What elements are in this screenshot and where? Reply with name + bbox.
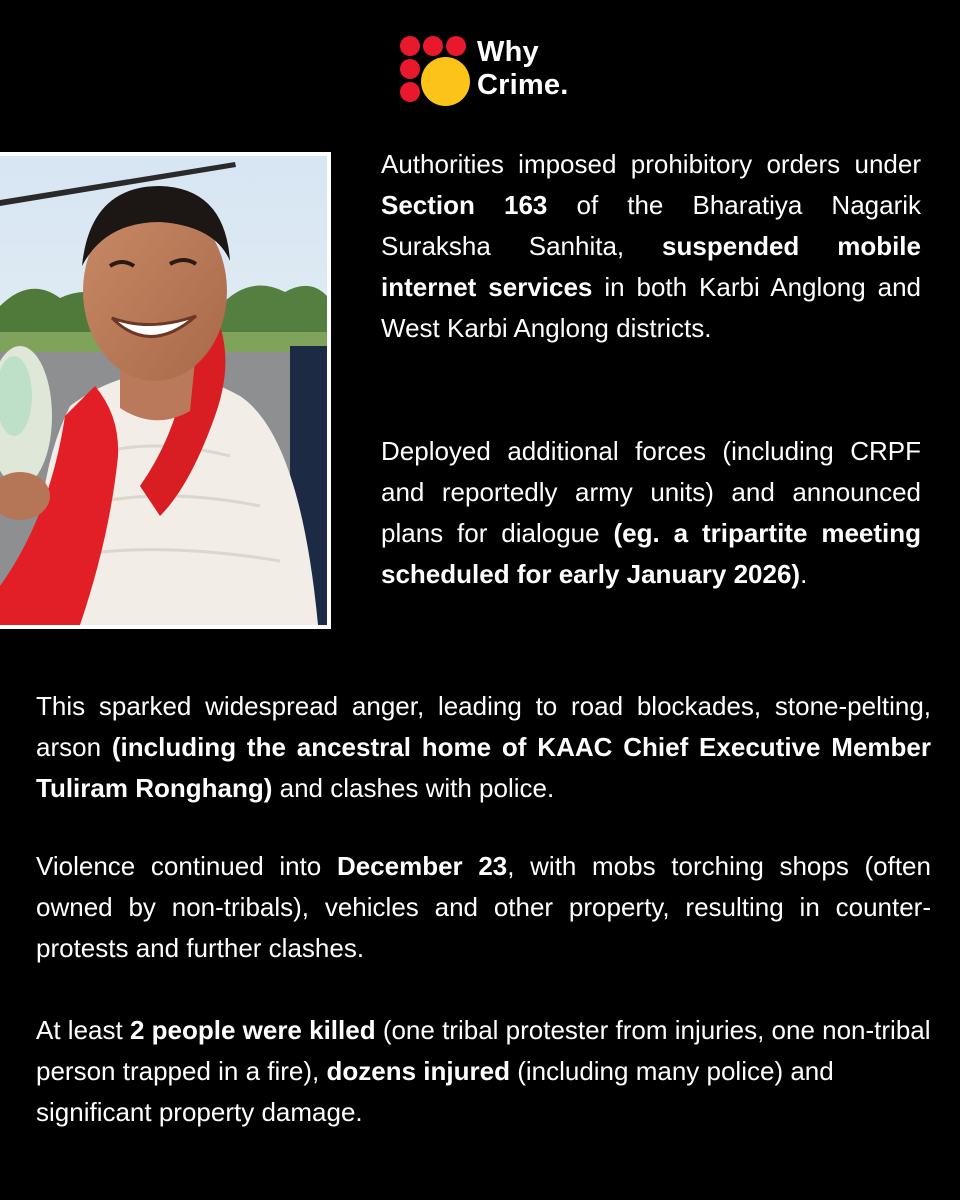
text-segment: in both Karbi Anglong and West Karbi Anglong districts. [381,272,921,343]
text-segment: (including many police) and significant property damage. [36,1056,834,1127]
bold-segment: (including the ancestral home of KAAC Chief Executive Member Tuliram Ronghang) [36,732,931,803]
paragraph-casualties [36,1010,931,1133]
text-segment: At least [36,1015,130,1045]
whycrime-logo-icon [400,36,472,108]
logo-dot [446,36,466,56]
bold-segment: December 23 [336,851,508,881]
text-segment: (one tribal protester from injuries, one non-tribal person trapped in a fire), [36,1015,931,1086]
text-segment: Authorities imposed prohibitory orders under [381,149,921,179]
bold-segment: 2 people were killed [129,1015,376,1045]
paragraph-widespread-anger [36,686,931,809]
photo-frame [0,152,331,629]
logo-dot [423,36,443,56]
brand-logo [400,36,600,108]
paragraph-additional-forces [381,431,921,595]
logo-dot [400,36,420,56]
text-segment: Violence continued into [36,851,337,881]
text-segment: . [800,559,808,589]
brand-name-line2: Crime. [477,69,569,101]
text-segment: , with mobs torching shops (often owned by non-tribals), vehicles and other property, resulting in counter-protests and further clashes. [36,851,931,963]
person-with-red-scarf-photo [0,156,327,625]
logo-dot [400,82,420,102]
logo-big-dot [421,57,470,106]
brand-name [477,36,568,102]
text-segment: and clashes with police. [272,773,555,803]
text-segment: of the Bharatiya Nagarik Suraksha Sanhita, [381,190,922,261]
bold-segment: (eg. a tripartite meeting scheduled for early January 2026) [381,518,922,589]
bold-segment: dozens injured [326,1056,510,1086]
logo-dot [400,59,420,79]
paragraph-violence-continued [36,846,931,969]
text-segment: This sparked widespread anger, leading to road blockades, stone-pelting, arson [36,691,931,762]
bold-segment: suspended mobile internet services [381,231,921,302]
text-segment: Deployed additional forces (including CRPF and reportedly army units) and announced plans for dialogue [381,436,921,548]
bold-segment: Section 163 [381,190,548,220]
paragraph-prohibitory-orders [381,144,921,349]
brand-name-line1: Why [477,36,539,68]
